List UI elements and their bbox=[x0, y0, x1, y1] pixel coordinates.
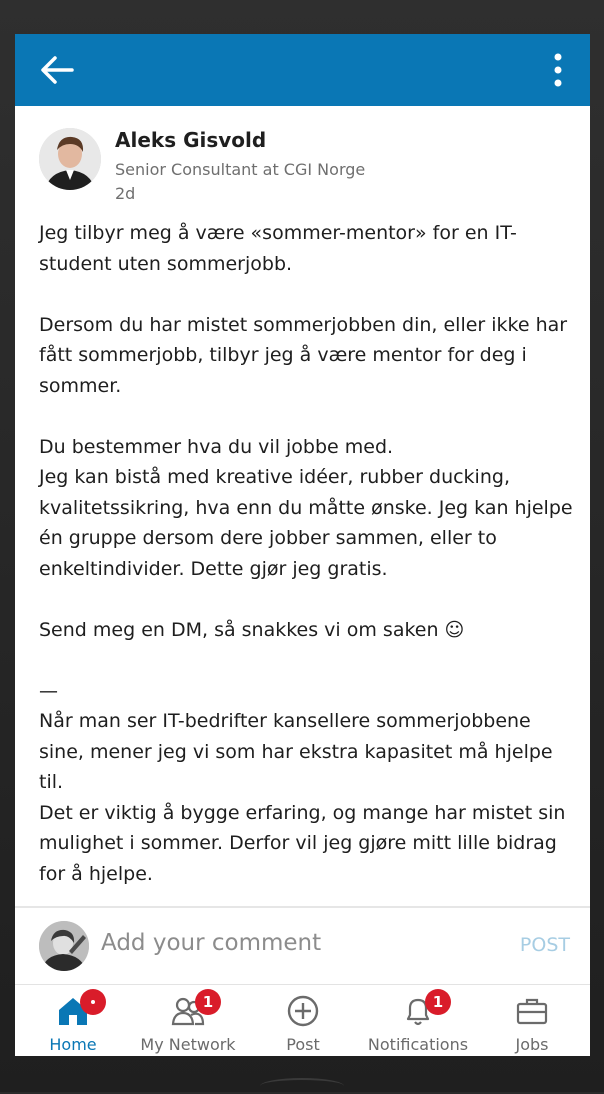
tab-my-network[interactable] bbox=[133, 985, 243, 1056]
more-options-button[interactable] bbox=[548, 52, 568, 88]
tab-label: Notifications bbox=[367, 1035, 469, 1054]
bottom-tab-bar bbox=[15, 984, 590, 1056]
kebab-menu-icon bbox=[554, 53, 562, 87]
person-photo-icon bbox=[39, 128, 101, 190]
bell-icon bbox=[401, 993, 444, 1027]
back-button[interactable] bbox=[37, 52, 77, 88]
home-badge bbox=[80, 989, 106, 1015]
briefcase-icon bbox=[515, 995, 549, 1027]
tab-label: Post bbox=[286, 1035, 320, 1054]
author-avatar[interactable] bbox=[39, 128, 101, 190]
tab-notifications[interactable] bbox=[365, 985, 471, 1056]
post-paragraph: Jeg kan bistå med kreative idéer, rubber ducking, kvalitetssikring, hva enn du måtte ønske. Jeg kan hjelpe én gruppe dersom dere jobber sammen, eller to enkeltindivider. Dette gjør jeg gratis. bbox=[39, 466, 573, 580]
post-paragraph: Jeg tilbyr meg å være «sommer-mentor» for en IT-student uten sommerjobb. bbox=[39, 222, 517, 275]
post-text bbox=[39, 218, 574, 889]
notifications-badge: 1 bbox=[425, 989, 451, 1015]
tab-label: Jobs bbox=[515, 1035, 549, 1054]
tab-post[interactable] bbox=[265, 985, 341, 1056]
tab-home[interactable] bbox=[33, 985, 113, 1056]
back-arrow-icon bbox=[40, 55, 74, 85]
author-headline: Senior Consultant at CGI Norge bbox=[115, 160, 366, 179]
screen bbox=[15, 34, 590, 1056]
current-user-avatar bbox=[39, 921, 89, 971]
tab-label: Home bbox=[49, 1035, 97, 1054]
tab-jobs[interactable] bbox=[495, 985, 569, 1056]
post-header bbox=[39, 128, 569, 203]
plus-circle-icon bbox=[286, 995, 320, 1027]
network-badge: 1 bbox=[195, 989, 221, 1015]
post-paragraph: Send meg en DM, så snakkes vi om saken ☺ bbox=[39, 618, 465, 641]
post-separator: — bbox=[39, 679, 58, 702]
post-paragraph: Dersom du har mistet sommerjobben din, eller ikke har fått sommerjobb, tilbyr jeg å være mentor for deg i sommer. bbox=[39, 313, 568, 397]
post-timestamp: 2d bbox=[115, 184, 136, 203]
people-icon bbox=[171, 993, 214, 1027]
post-comment-button[interactable]: POST bbox=[519, 934, 570, 956]
home-icon bbox=[56, 995, 90, 1027]
author-name[interactable]: Aleks Gisvold bbox=[115, 128, 267, 152]
app-bar bbox=[15, 34, 590, 106]
tab-label: My Network bbox=[140, 1035, 236, 1054]
post-paragraph: Det er viktig å bygge erfaring, og mange har mistet sin mulighet i sommer. Derfor vil jeg gjøre mitt lille bidrag for å hjelpe. bbox=[39, 801, 566, 885]
user-photo-icon bbox=[39, 921, 89, 971]
post-paragraph: Når man ser IT-bedrifter kansellere sommerjobbene sine, mener jeg vi som har ekstra kapasitet må hjelpe til. bbox=[39, 710, 553, 793]
post-paragraph: Du bestemmer hva du vil jobbe med. bbox=[39, 435, 394, 458]
comment-input[interactable]: Add your comment bbox=[101, 930, 322, 956]
comment-bar bbox=[15, 908, 590, 986]
